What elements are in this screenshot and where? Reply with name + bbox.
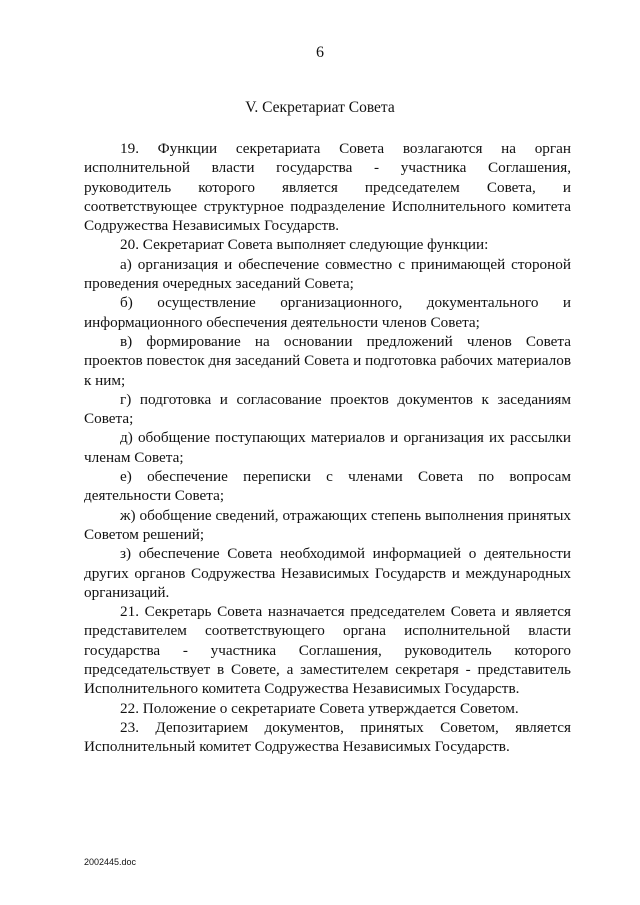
page-number: 6: [316, 44, 324, 61]
list-item-v: в) формирование на основании предложений членов Совета проектов повесток дня заседаний Совета и подготовка рабочих материалов к ним;: [84, 332, 571, 389]
section-title: V. Секретариат Совета: [245, 99, 395, 116]
paragraph-21: 21. Секретарь Совета назначается председателем Совета и является представителем соответствующего органа исполнительной власти государства - участника Соглашения, руководитель которого председательствует в Совете, а заместителем секретаря - представитель Исполнительного комитета Содружества Независимых Государств.: [84, 603, 571, 698]
paragraph-22: 22. Положение о секретариате Совета утверждается Советом.: [120, 699, 519, 717]
list-item-a: а) организация и обеспечение совместно с принимающей стороной проведения очередных заседаний Совета;: [84, 255, 571, 293]
list-item-d: д) обобщение поступающих материалов и организация их рассылки членам Совета;: [84, 429, 571, 466]
paragraph-23: 23. Депозитарием документов, принятых Советом, является Исполнительный комитет Содружества Независимых Государств.: [84, 718, 571, 756]
paragraph-20: 20. Секретариат Совета выполняет следующие функции:: [120, 236, 489, 254]
footer-filename: 2002445.doc: [84, 857, 137, 867]
list-item-g: г) подготовка и согласование проектов документов к заседаниям Совета;: [84, 390, 571, 428]
list-item-zh: ж) обобщение сведений, отражающих степень выполнения принятых Советом решений;: [84, 506, 571, 543]
list-item-e: е) обеспечение переписки с членами Совета по вопросам деятельности Совета;: [84, 468, 571, 505]
paragraph-19: 19. Функции секретариата Совета возлагаются на орган исполнительной власти государства - участника Соглашения, руководитель которого является председателем Совета, и соответствующее структурное подразделение Исполнительного комитета Содружества Независимых Государств.: [84, 140, 571, 235]
list-item-b: б) осуществление организационного, документального и информационного обеспечения деятельности членов Совета;: [84, 294, 571, 331]
list-item-z: з) обеспечение Совета необходимой информацией о деятельности других органов Содружества Независимых Государств и международных организаций.: [84, 545, 571, 601]
document-body: [84, 139, 571, 757]
